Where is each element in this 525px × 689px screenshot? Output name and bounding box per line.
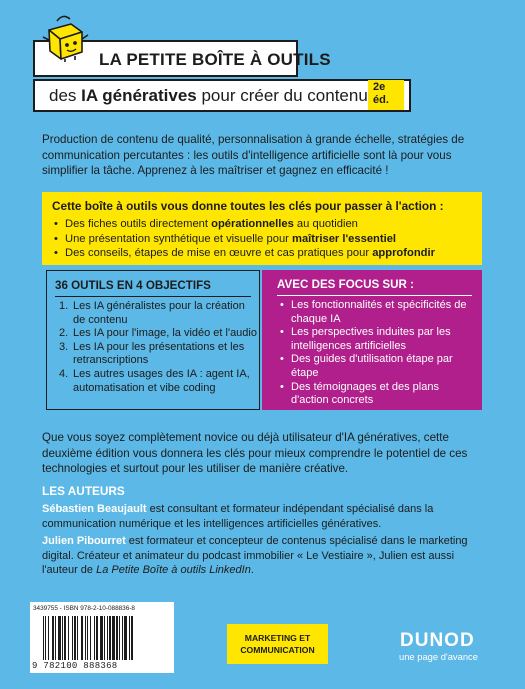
focus-box [262,270,482,410]
edition-abbrev: éd. [373,94,389,106]
focus-item: • Les perspectives induites par les intelligences artificielles [280,326,475,353]
book-title [49,86,368,106]
barcode-panel [30,602,174,673]
book-title-prefix: des [49,86,82,105]
book-title-bold: IA génératives [81,86,197,105]
objectives-box [46,270,260,410]
author-book-title: La Petite Boîte à outils LinkedIn [96,564,251,576]
intro-paragraph: Production de contenu de qualité, personnalisation à grande échelle, stratégies de communication percutantes : les outils d'intelligence artificielle sont là pour vous simplifier la tâche. Apprenez à les maîtriser et gagnez en efficacité ! [42,133,465,177]
focus-list [280,299,475,408]
isbn-line: 3439755 - ISBN 978-2-10-088836-8 [33,605,135,612]
key-benefits-title: Cette boîte à outils vous donne toutes les clés pour passer à l'action : [52,199,444,213]
category-line: COMMUNICATION [240,645,315,655]
barcode-icon [42,616,170,660]
edition-number: 2e [373,81,386,93]
objective-item: 3. Les IA pour les présentations et les retranscriptions [59,340,245,367]
key-benefit-item: • Une présentation synthétique et visuelle pour maîtriser l'essentiel [52,232,472,247]
key-benefits-list [52,217,472,261]
series-title: LA PETITE BOÎTE À OUTILS [99,50,331,69]
objectives-title: 36 OUTILS EN 4 OBJECTIFS [55,279,211,292]
authors-heading: LES AUTEURS [42,484,125,498]
key-benefit-item: • Des fiches outils directement opérationnelles au quotidien [52,217,472,232]
book-title-suffix: pour créer du contenu [196,86,368,105]
author-bio-1: Sébastien Beaujault est consultant et formateur indépendant spécialisé dans la communication numérique et les intelligences artificielles génératives. [42,503,434,530]
objective-item: 1. Les IA généralistes pour la création de contenu [59,300,245,326]
edition-badge [368,80,404,110]
toolbox-mascot-icon [40,10,90,62]
focus-item: • Les fonctionnalités et spécificités de chaque IA [280,299,475,326]
objective-item: 4. Les autres usages des IA : agent IA, automatisation et vibe coding [59,367,250,394]
book-title-box [33,79,411,112]
objectives-list [59,300,259,395]
focus-item: • Des témoignages et des plans d'action concrets [280,381,475,408]
category-box [227,624,328,664]
publisher-tagline: une page d'avance [399,651,478,662]
objective-item: 2. Les IA pour l'image, la vidéo et l'audio [59,327,257,340]
focus-item: • Des guides d'utilisation étape par étape [280,353,475,380]
author-name: Julien Pibourret [42,535,126,547]
key-benefit-item: • Des conseils, étapes de mise en œuvre et cas pratiques pour approfondir [52,246,472,261]
objectives-divider [55,296,251,297]
category-line: MARKETING ET [244,633,311,643]
outro-paragraph: Que vous soyez complètement novice ou déjà utilisateur d'IA génératives, cette deuxième édition vous donnera les clés pour mieux comprendre le potentiel de ces technologies et surtout pour les utiliser de manière créative. [42,431,468,475]
key-benefits-box [42,192,482,265]
focus-title: AVEC DES FOCUS SUR : [277,278,414,291]
author-name: Sébastien Beaujault [42,503,147,515]
publisher-logo: DUNOD [400,630,475,651]
author-bio-2: Julien Pibourret est formateur et concepteur de contenus spécialisé dans le marketing digital. Créateur et animateur du podcast immobilier « Le Vestiaire », Julien est aussi l'auteur de La Petite Boîte à outils LinkedIn. [42,535,468,576]
focus-divider [277,295,472,296]
barcode-digits: 9 782100 888368 [32,661,118,671]
